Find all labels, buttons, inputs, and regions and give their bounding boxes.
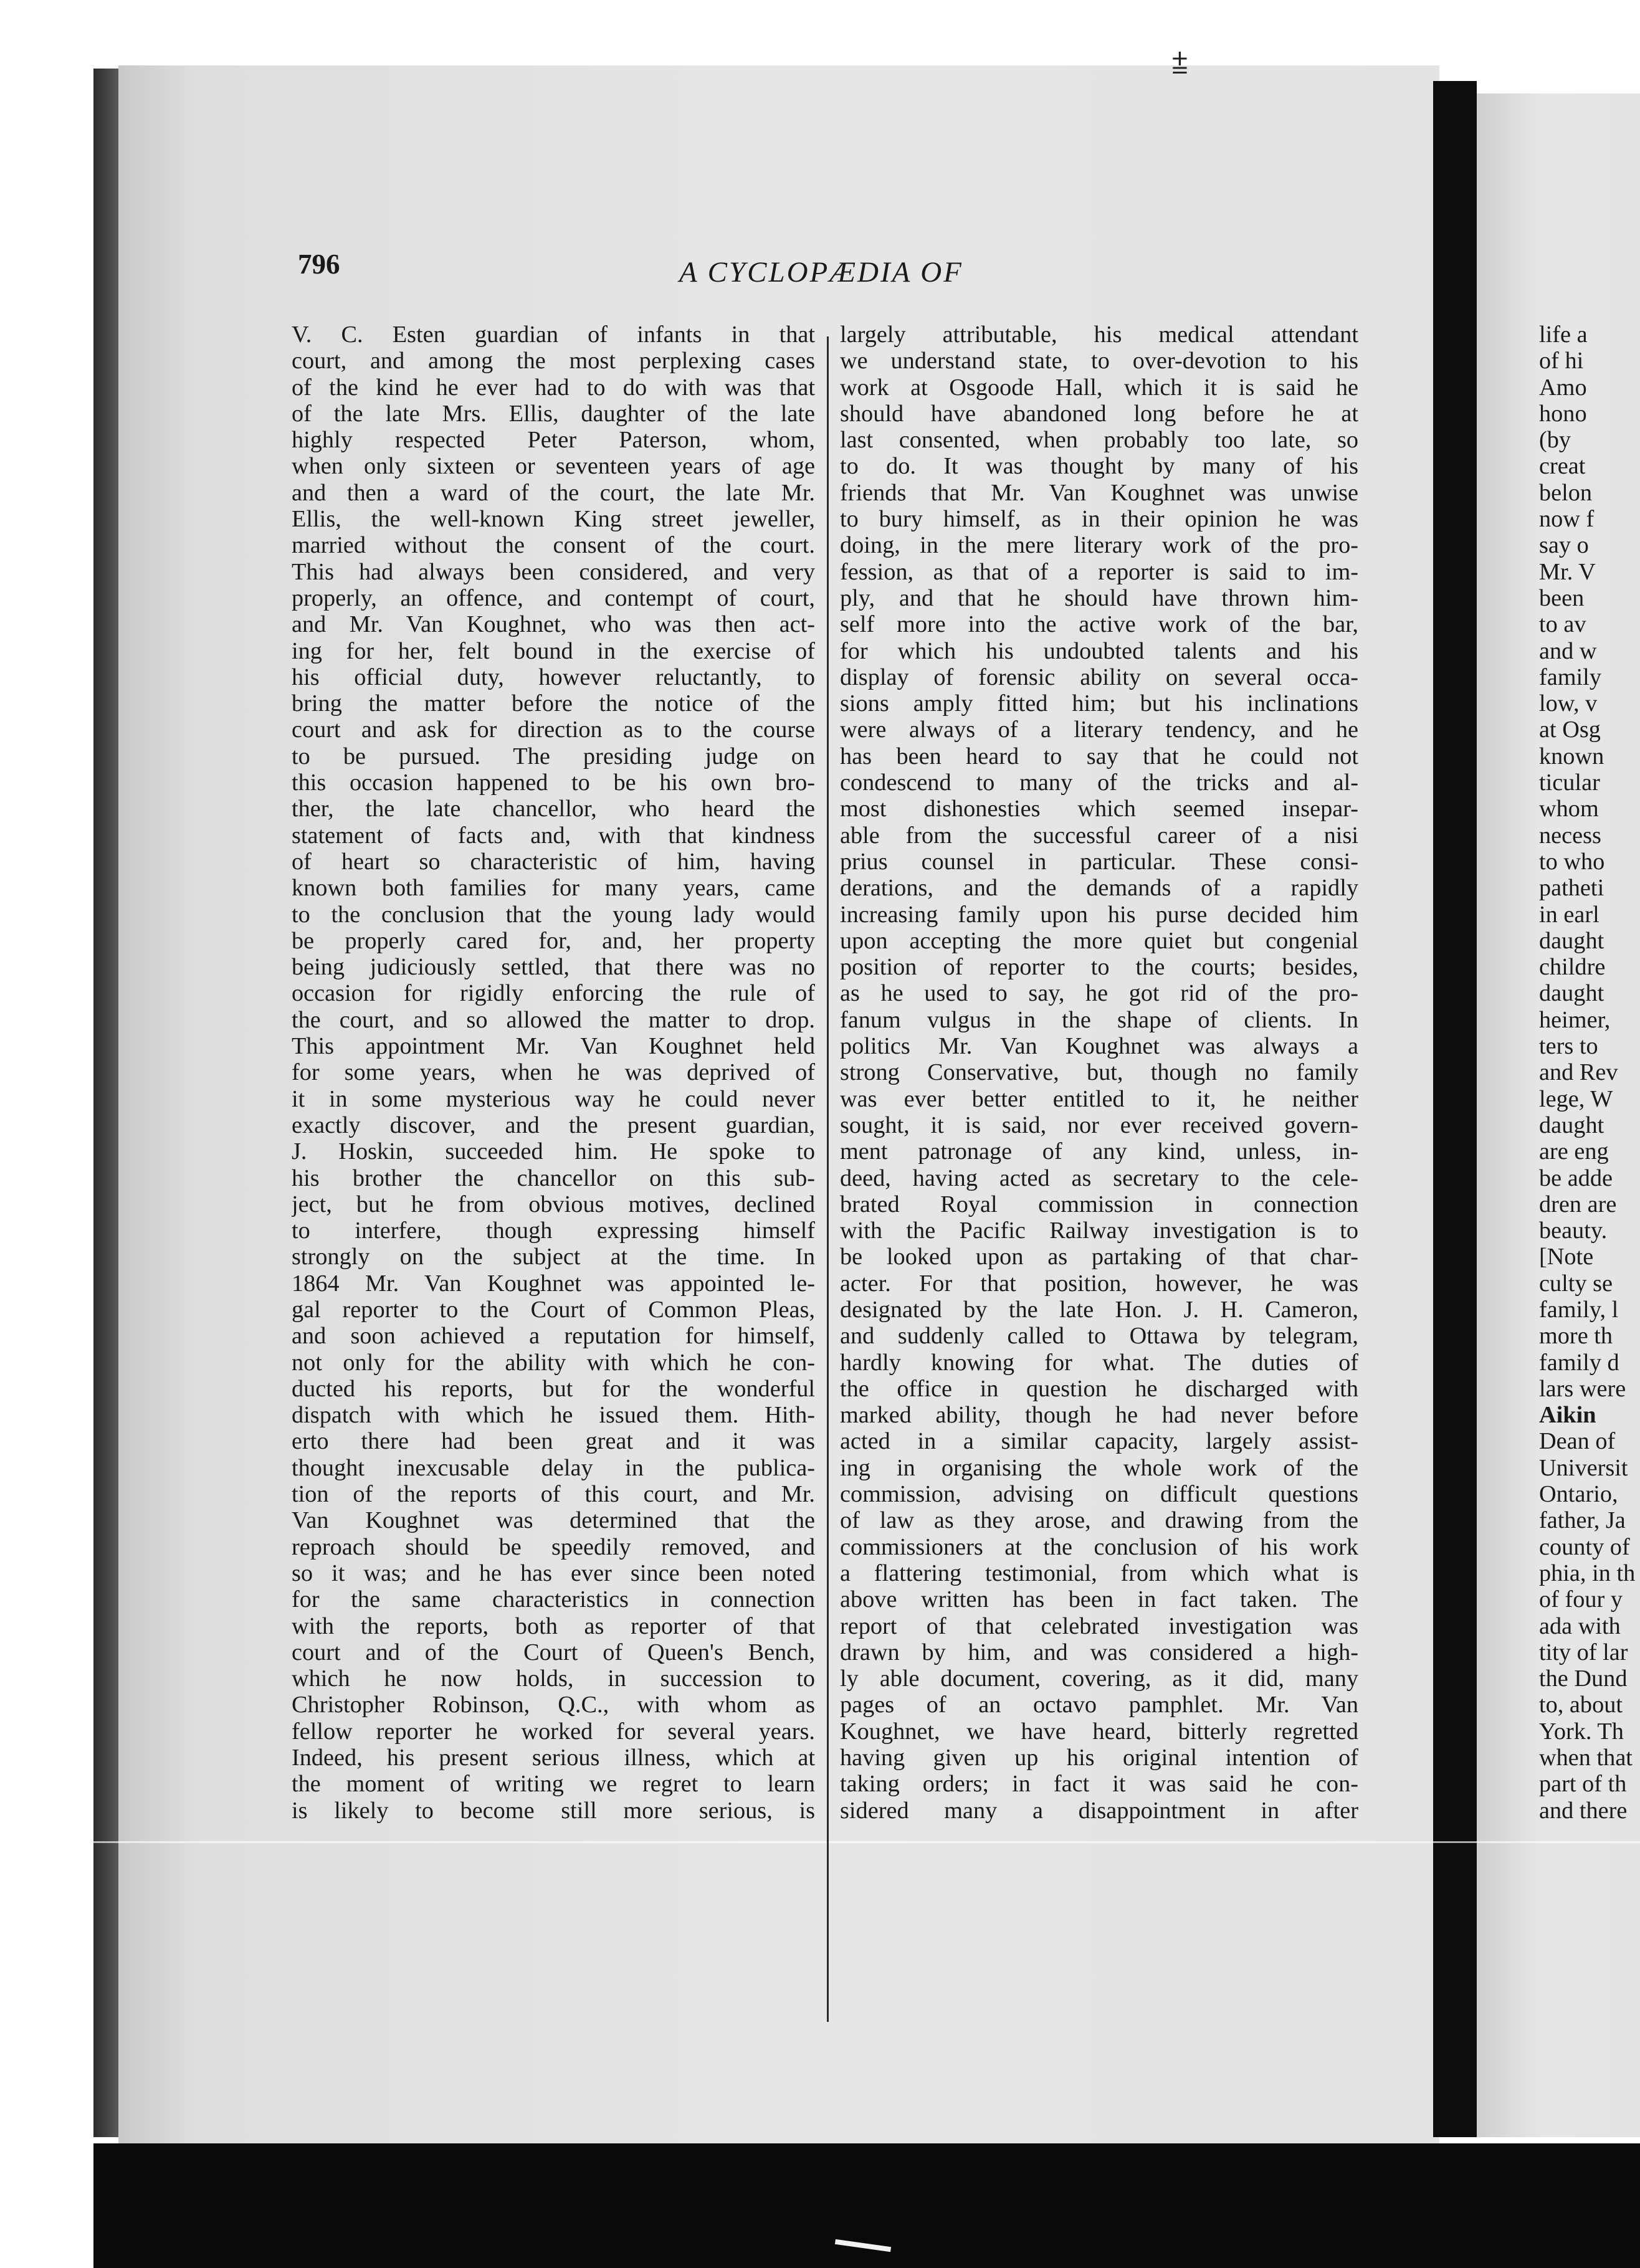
text-line: should have abandoned long before he at — [840, 400, 1358, 427]
text-line: known both families for many years, came — [292, 875, 815, 902]
text-line: patheti — [1539, 875, 1604, 902]
text-line: be properly cared for, and, her property — [292, 927, 815, 954]
text-line: and then a ward of the court, the late Mr. — [292, 479, 815, 506]
text-line: were always of a literary tendency, and he — [840, 717, 1358, 743]
text-line: family, l — [1539, 1296, 1619, 1323]
text-line: having given up his original intention of — [840, 1745, 1358, 1771]
text-line: we understand state, to over-devotion to his — [840, 348, 1358, 374]
text-line: largely attributable, his medical attendant — [840, 322, 1358, 348]
text-line: to, about — [1539, 1692, 1623, 1718]
page-number: 796 — [298, 249, 340, 280]
text-line: marked ability, though he had never before — [840, 1402, 1358, 1429]
text-line: of four y — [1539, 1586, 1623, 1613]
text-line: not only for the ability with which he con- — [292, 1349, 815, 1376]
text-line: daught — [1539, 980, 1604, 1007]
text-line: daught — [1539, 1112, 1604, 1138]
text-line: gal reporter to the Court of Common Pleas, — [292, 1296, 815, 1323]
text-line: sidered many a disappointment in after — [840, 1797, 1358, 1824]
text-line: hono — [1539, 400, 1587, 427]
text-line: and there — [1539, 1797, 1628, 1824]
text-line: and w — [1539, 637, 1597, 664]
text-line: This appointment Mr. Van Koughnet held — [292, 1033, 815, 1060]
text-line: whom — [1539, 796, 1599, 822]
text-line: which he now holds, in succession to — [292, 1665, 815, 1692]
text-line: for some years, when he was deprived of — [292, 1059, 815, 1086]
text-line: and suddenly called to Ottawa by telegram, — [840, 1323, 1358, 1350]
text-line: to av — [1539, 611, 1586, 638]
text-line: a flattering testimonial, from which what is — [840, 1560, 1358, 1586]
text-line: ject, but he from obvious motives, declined — [292, 1191, 815, 1217]
text-line: known — [1539, 743, 1604, 770]
text-line: daught — [1539, 927, 1604, 954]
text-line: of hi — [1539, 348, 1584, 374]
text-line: J. Hoskin, succeeded him. He spoke to — [292, 1138, 815, 1165]
text-line: ing for her, felt bound in the exercise of — [292, 637, 815, 664]
text-line: Mr. V — [1539, 558, 1596, 585]
text-line: ly able document, covering, as it did, many — [840, 1665, 1358, 1692]
text-line: been — [1539, 584, 1585, 611]
text-line: acted in a similar capacity, largely assist- — [840, 1428, 1358, 1455]
text-line: position of reporter to the courts; besides, — [840, 954, 1358, 981]
film-margin-left — [0, 0, 109, 2268]
text-line: father, Ja — [1539, 1507, 1626, 1534]
text-line: Ellis, the well-known King street jeweller, — [292, 506, 815, 533]
text-line: beauty. — [1539, 1217, 1608, 1244]
text-line: be adde — [1539, 1165, 1613, 1191]
text-line: York. Th — [1539, 1718, 1624, 1745]
text-line: with the reports, both as reporter of that — [292, 1613, 815, 1639]
text-line: Ontario, — [1539, 1481, 1618, 1508]
text-line: to the conclusion that the young lady would — [292, 901, 815, 928]
text-line: Van Koughnet was determined that the — [292, 1507, 815, 1534]
text-line: fellow reporter he worked for several years. — [292, 1718, 815, 1745]
text-line: Universit — [1539, 1454, 1628, 1481]
text-line: part of th — [1539, 1771, 1627, 1798]
text-line: occasion for rigidly enforcing the rule of — [292, 980, 815, 1007]
text-line: acter. For that position, however, he was — [840, 1270, 1358, 1297]
text-line: to bury himself, as in their opinion he was — [840, 506, 1358, 533]
scan-mark-icon: ⩲ — [1171, 47, 1188, 80]
text-line: ada with — [1539, 1613, 1621, 1639]
text-line: the office in question he discharged with — [840, 1375, 1358, 1402]
text-line: for which his undoubted talents and his — [840, 637, 1358, 664]
text-line: thought inexcusable delay in the publica- — [292, 1454, 815, 1481]
text-line: culty se — [1539, 1270, 1613, 1297]
text-line: [Note — [1539, 1244, 1594, 1270]
text-line: most dishonesties which seemed insepar- — [840, 796, 1358, 822]
text-line: court, and among the most perplexing cases — [292, 348, 815, 374]
text-line: ply, and that he should have thrown him- — [840, 584, 1358, 611]
text-line: ducted his reports, but for the wonderful — [292, 1375, 815, 1402]
text-line: exactly discover, and the present guardian, — [292, 1112, 815, 1138]
text-line: hardly knowing for what. The duties of — [840, 1349, 1358, 1376]
film-margin-bottom-left — [0, 2143, 93, 2268]
text-line: heimer, — [1539, 1006, 1611, 1033]
text-line: of the late Mrs. Ellis, daughter of the late — [292, 400, 815, 427]
text-line: lege, W — [1539, 1085, 1613, 1112]
text-line: for the same characteristics in connection — [292, 1586, 815, 1613]
text-line: fession, as that of a reporter is said to im- — [840, 558, 1358, 585]
text-line: at Osg — [1539, 717, 1601, 743]
text-line: his official duty, however reluctantly, to — [292, 664, 815, 690]
text-line: Indeed, his present serious illness, which at — [292, 1745, 815, 1771]
text-line: court and ask for direction as to the course — [292, 717, 815, 743]
text-line: low, v — [1539, 690, 1598, 717]
text-line: ticular — [1539, 770, 1600, 796]
text-line: sought, it is said, nor ever received govern- — [840, 1112, 1358, 1138]
text-line: it in some mysterious way he could never — [292, 1085, 815, 1112]
text-line: of heart so characteristic of him, having — [292, 848, 815, 875]
text-line: so it was; and he has ever since been noted — [292, 1560, 815, 1586]
text-line: bring the matter before the notice of the — [292, 690, 815, 717]
text-line: ment patronage of any kind, unless, in- — [840, 1138, 1358, 1165]
text-line: to be pursued. The presiding judge on — [292, 743, 815, 770]
text-line: last consented, when probably too late, so — [840, 427, 1358, 454]
text-line: Christopher Robinson, Q.C., with whom as — [292, 1692, 815, 1718]
text-line: reproach should be speedily removed, and — [292, 1533, 815, 1560]
running-head: A CYCLOPÆDIA OF — [679, 256, 963, 288]
text-line: this occasion happened to be his own bro- — [292, 770, 815, 796]
text-line: Aikin — [1539, 1402, 1596, 1429]
text-line: and soon achieved a reputation for himself, — [292, 1323, 815, 1350]
text-line: dren are — [1539, 1191, 1617, 1217]
text-line: to do. It was thought by many of his — [840, 453, 1358, 480]
text-line: say o — [1539, 532, 1589, 559]
text-line: condescend to many of the tricks and al- — [840, 770, 1358, 796]
text-line: erto there had been great and it was — [292, 1428, 815, 1455]
film-margin-top — [0, 0, 1640, 59]
text-line: politics Mr. Van Koughnet was always a — [840, 1033, 1358, 1060]
scan-line-artifact — [0, 1841, 1640, 1843]
text-line: able from the successful career of a nisi — [840, 822, 1358, 849]
text-line: was ever better entitled to it, he neither — [840, 1085, 1358, 1112]
text-line: of the kind he ever had to do with was that — [292, 374, 815, 401]
text-line: upon accepting the more quiet but congenial — [840, 927, 1358, 954]
text-line: life a — [1539, 322, 1588, 348]
text-line: of law as they arose, and drawing from the — [840, 1507, 1358, 1534]
text-line: family — [1539, 664, 1601, 690]
text-line: now f — [1539, 506, 1595, 533]
text-line: necess — [1539, 822, 1601, 849]
text-line: belon — [1539, 479, 1593, 506]
text-line: self more into the active work of the bar, — [840, 611, 1358, 638]
text-line: prius counsel in particular. These consi- — [840, 848, 1358, 875]
text-line: This had always been considered, and very — [292, 558, 815, 585]
text-line: creat — [1539, 453, 1586, 480]
column-rule — [827, 336, 829, 2022]
text-line: above written has been in fact taken. The — [840, 1586, 1358, 1613]
text-column-far-right-page — [1539, 322, 1640, 1824]
text-line: fanum vulgus in the shape of clients. In — [840, 1006, 1358, 1033]
text-line: and Mr. Van Koughnet, who was then act- — [292, 611, 815, 638]
text-line: are eng — [1539, 1138, 1609, 1165]
text-line: his brother the chancellor on this sub- — [292, 1165, 815, 1191]
text-line: childre — [1539, 954, 1606, 981]
text-line: properly, an offence, and contempt of court, — [292, 584, 815, 611]
text-line: ing in organising the whole work of the — [840, 1454, 1358, 1481]
text-line: deed, having acted as secretary to the cele- — [840, 1165, 1358, 1191]
text-line: taking orders; in fact it was said he con- — [840, 1771, 1358, 1798]
text-line: increasing family upon his purse decided him — [840, 901, 1358, 928]
text-line: be looked upon as partaking of that char- — [840, 1244, 1358, 1270]
text-line: pages of an octavo pamphlet. Mr. Van — [840, 1692, 1358, 1718]
text-line: statement of facts and, with that kindness — [292, 822, 815, 849]
text-line: friends that Mr. Van Koughnet was unwise — [840, 479, 1358, 506]
text-line: derations, and the demands of a rapidly — [840, 875, 1358, 902]
text-line: dispatch with which he issued them. Hith- — [292, 1402, 815, 1429]
text-line: being judiciously settled, that there was no — [292, 954, 815, 981]
text-line: V. C. Esten guardian of infants in that — [292, 322, 815, 348]
text-line: the moment of writing we regret to learn — [292, 1771, 815, 1798]
text-line: strongly on the subject at the time. In — [292, 1244, 815, 1270]
text-line: more th — [1539, 1323, 1613, 1350]
text-line: in earl — [1539, 901, 1599, 928]
text-line: sions amply fitted him; but his inclinations — [840, 690, 1358, 717]
text-line: brated Royal commission in connection — [840, 1191, 1358, 1217]
text-line: Amo — [1539, 374, 1587, 401]
text-column-right — [840, 322, 1358, 1824]
text-line: highly respected Peter Paterson, whom, — [292, 427, 815, 454]
text-line: with the Pacific Railway investigation is to — [840, 1217, 1358, 1244]
text-line: is likely to become still more serious, is — [292, 1797, 815, 1824]
text-line: (by — [1539, 427, 1571, 454]
text-line: ther, the late chancellor, who heard the — [292, 796, 815, 822]
text-line: display of forensic ability on several occa- — [840, 664, 1358, 690]
text-line: 1864 Mr. Van Koughnet was appointed le- — [292, 1270, 815, 1297]
text-line: has been heard to say that he could not — [840, 743, 1358, 770]
text-line: ters to — [1539, 1033, 1598, 1060]
text-line: to who — [1539, 848, 1605, 875]
text-line: and Rev — [1539, 1059, 1618, 1086]
text-line: when only sixteen or seventeen years of age — [292, 453, 815, 480]
text-line: designated by the late Hon. J. H. Cameron, — [840, 1296, 1358, 1323]
text-line: strong Conservative, but, though no family — [840, 1059, 1358, 1086]
text-line: work at Osgoode Hall, which it is said he — [840, 374, 1358, 401]
film-border-bottom — [93, 2143, 1640, 2268]
text-line: doing, in the mere literary work of the pro- — [840, 532, 1358, 559]
text-column-left — [292, 322, 815, 1824]
book-spine-shadow — [1433, 81, 1477, 2137]
text-line: to interfere, though expressing himself — [292, 1217, 815, 1244]
text-line: as he used to say, he got rid of the pro- — [840, 980, 1358, 1007]
text-line: court and of the Court of Queen's Bench, — [292, 1639, 815, 1665]
text-line: county of — [1539, 1533, 1630, 1560]
text-line: report of that celebrated investigation was — [840, 1613, 1358, 1639]
text-line: phia, in th — [1539, 1560, 1636, 1586]
left-page-edge-shadow — [93, 69, 118, 2137]
text-line: commissioners at the conclusion of his work — [840, 1533, 1358, 1560]
text-line: the court, and so allowed the matter to drop. — [292, 1006, 815, 1033]
text-line: lars were — [1539, 1375, 1626, 1402]
text-line: Koughnet, we have heard, bitterly regretted — [840, 1718, 1358, 1745]
text-line: married without the consent of the court. — [292, 532, 815, 559]
text-line: commission, advising on difficult questions — [840, 1481, 1358, 1508]
text-line: Dean of — [1539, 1428, 1616, 1455]
text-line: family d — [1539, 1349, 1619, 1376]
text-line: the Dund — [1539, 1665, 1628, 1692]
text-line: drawn by him, and was considered a high- — [840, 1639, 1358, 1665]
text-line: tity of lar — [1539, 1639, 1628, 1665]
text-line: when that — [1539, 1745, 1633, 1771]
text-line: tion of the reports of this court, and Mr. — [292, 1481, 815, 1508]
